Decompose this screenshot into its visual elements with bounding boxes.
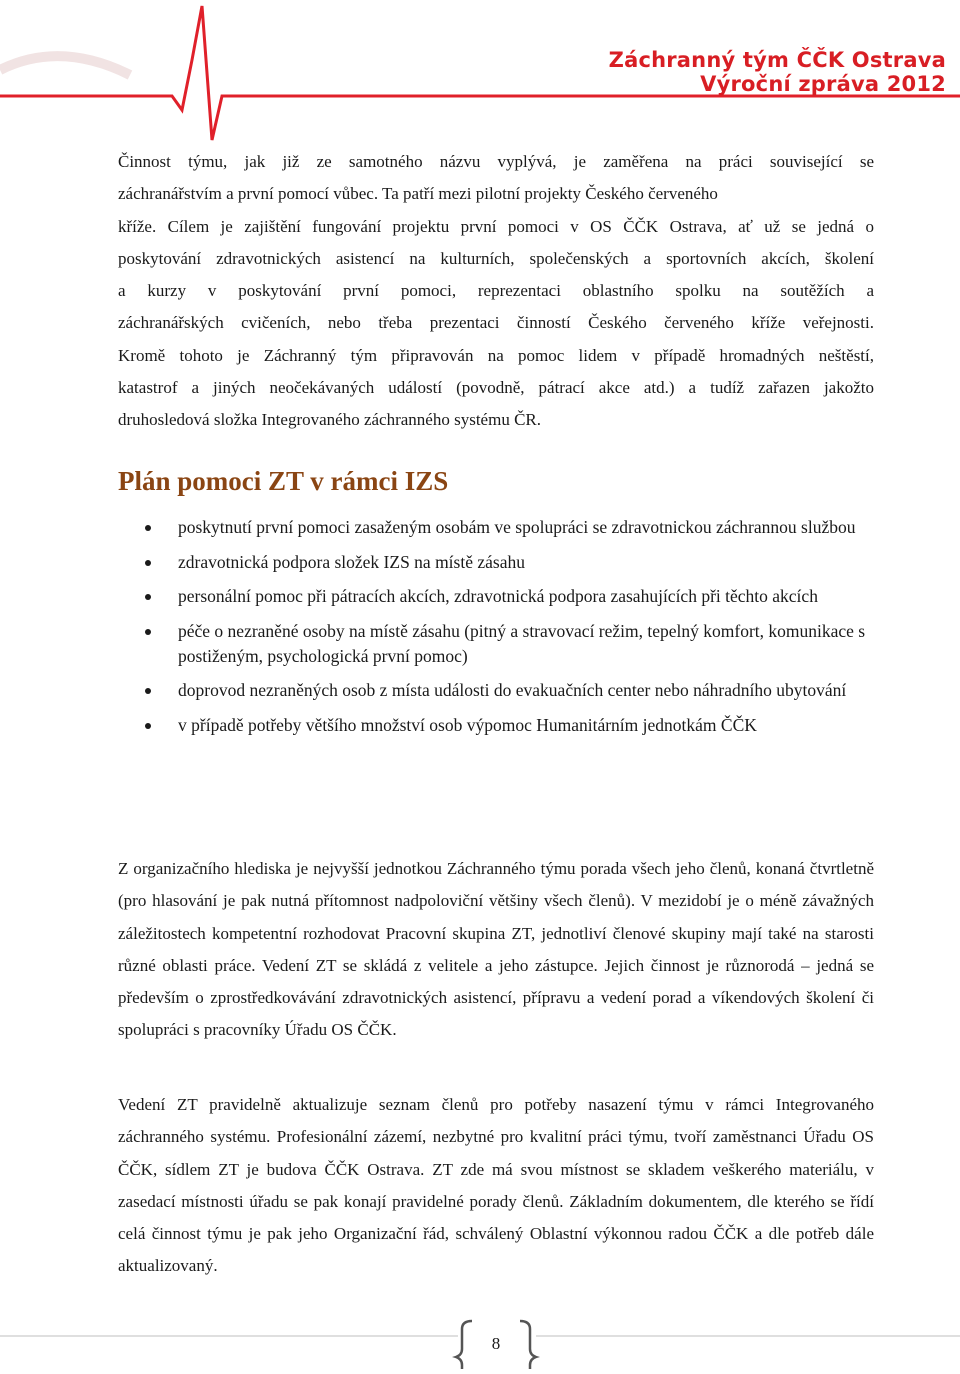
bullet-icon	[145, 525, 151, 531]
bullet-icon	[145, 560, 151, 566]
text-line: kříže. Cílem je zajištění fungování projektu první pomoci v OS ČČK Ostrava, ať už se jedná o	[118, 216, 874, 236]
header-brand	[609, 48, 946, 96]
bullet-icon	[145, 629, 151, 635]
header-subtitle: Výroční zpráva 2012	[700, 72, 946, 96]
list-item: poskytnutí první pomoci zasaženým osobám ve spolupráci se zdravotnickou záchrannou službou	[118, 515, 878, 540]
list-item: péče o nezraněné osoby na místě zásahu (pitný a stravovací režim, tepelný komfort, komunikace s postiženým, psychologická první pomoc)	[118, 619, 878, 669]
management-paragraph: Vedení ZT pravidelně aktualizuje seznam členů pro potřeby nasazení týmu v rámci Integrovaného záchranného systému. Profesionální zázemí, nezbytné pro kvalitní práci týmu, tvoří zaměstnanci Úřadu OS ČČK, sídlem ZT je budova ČČK Ostrava. ZT zde má svou místnost se skladem veškerého materiálu, v zasedací místnosti úřadu se pak konají pravidelné porady členů. Základním dokumentem, dle kterého se řídí celá činnost týmu je pak jeho Organizační řád, schválený Oblastní výkonnou radou ČČK a dle potřeb dále aktualizovaný.	[118, 1095, 874, 1276]
bullet-icon	[145, 723, 151, 729]
list-item: personální pomoc při pátracích akcích, zdravotnická podpora zasahujících při těchto akcích	[118, 584, 878, 609]
text-line: a kurzy v poskytování první pomoci, reprezentaci oblastního spolku na soutěžích a	[118, 281, 874, 301]
page-header	[0, 0, 960, 145]
page-number: 8	[491, 1334, 501, 1353]
text-line: Činnost týmu, jak již ze samotného názvu vyplývá, je zaměřena na práci související se	[118, 152, 874, 171]
organization-paragraph: Z organizačního hlediska je nejvyšší jednotkou Záchranného týmu porada všech jeho členů, konaná čtvrtletně (pro hlasování je pak nutná přítomnost nadpoloviční většiny všech členů). V mezidobí je o méně závažných záležitostech kompetentní rozhodovat Pracovní skupina ZT, jednotliví členové skupiny mají také na starosti různé oblasti práce. Vedení ZT se skládá z velitele a jeho zástupce. Jejich činnost je různorodá – jedná se především o zprostředkovávání zdravotnických asistencí, přípravu a vedení porad a víkendových školení či spolupráci s pracovníky Úřadu OS ČČK.	[118, 859, 874, 1040]
intro-paragraph	[118, 146, 874, 437]
bullet-icon	[145, 688, 151, 694]
text-line: druhosledová složka Integrovaného záchranného systému ČR.	[118, 410, 541, 430]
text-line: záchranářstvím a první pomocí vůbec. Ta patří mezi pilotní projekty Českého červeného	[118, 184, 718, 204]
text-line: poskytování zdravotnických asistencí na kulturních, společenských a sportovních akcích, školení	[118, 248, 874, 268]
text-line: Kromě tohoto je Záchranný tým připravován na pomoc lidem v případě hromadných neštěstí,	[118, 345, 874, 365]
bullet-icon	[145, 594, 151, 600]
text-line: záchranářských cvičeních, nebo třeba prezentaci činností Českého červeného kříže veřejnosti.	[118, 313, 874, 333]
list-item: zdravotnická podpora složek IZS na místě zásahu	[118, 550, 878, 575]
header-title: Záchranný tým ČČK Ostrava	[608, 48, 946, 72]
list-item: v případě potřeby většího množství osob výpomoc Humanitárním jednotkám ČČK	[118, 713, 878, 738]
plan-list	[118, 515, 878, 747]
list-item: doprovod nezraněných osob z místa události do evakuačních center nebo náhradního ubytování	[118, 678, 878, 703]
section-heading: Plán pomoci ZT v rámci IZS	[118, 466, 449, 496]
text-line: katastrof a jiných neočekávaných událostí (povodně, pátrací akce atd.) a tudíž zařazen jakožto	[118, 378, 874, 398]
